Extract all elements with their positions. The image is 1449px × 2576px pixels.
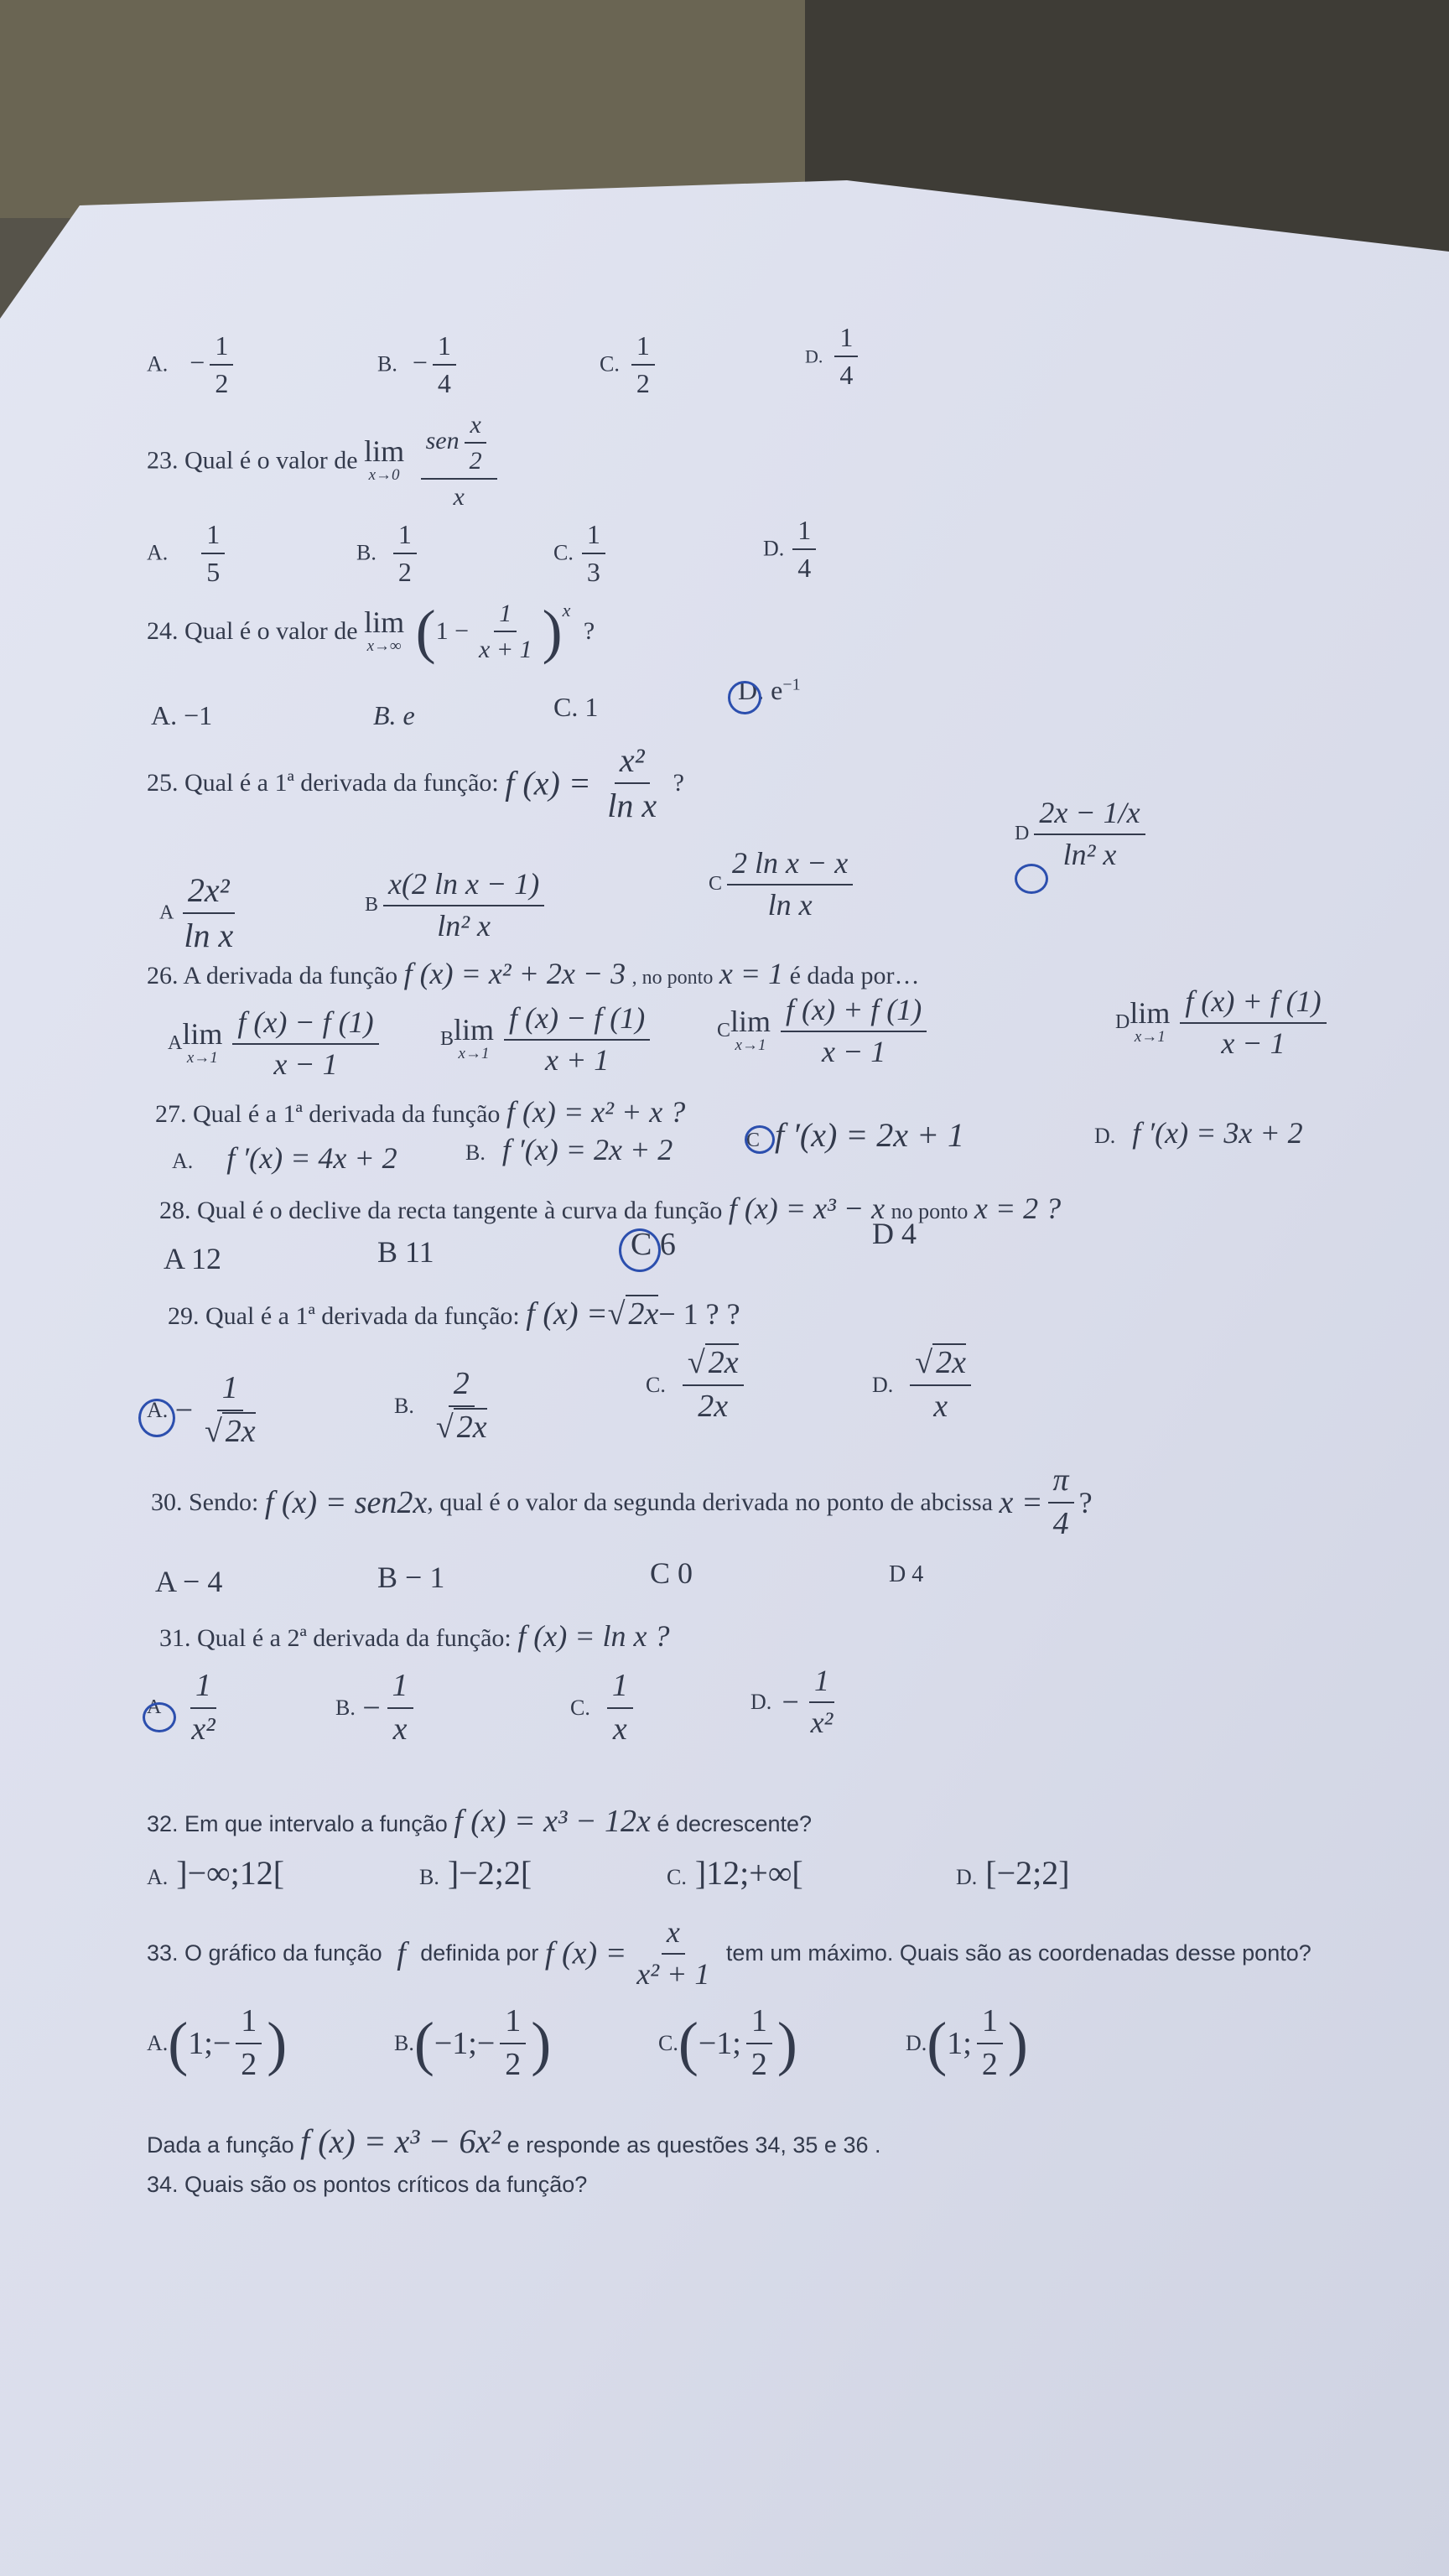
radicand: 2x (222, 1412, 256, 1449)
coordinate: −1; (698, 2025, 741, 2061)
option-label: A (147, 1696, 162, 1719)
denominator: 2x (698, 1388, 729, 1424)
question-33 (147, 1916, 1311, 1991)
option-label: B. (377, 351, 397, 377)
question-text: 32. Em que intervalo a função (147, 1811, 448, 1836)
coordinate: 1;− (188, 2025, 231, 2061)
numerator: 1 (210, 331, 233, 366)
q23-option-c (553, 520, 610, 587)
option-label: B. (356, 540, 377, 565)
q33-option-b: B.(−1;− $\frac{1}{2}$ ) (394, 2003, 552, 2082)
question-text: 34. Quais são os pontos críticos da função? (147, 2172, 588, 2197)
numerator: 1 (631, 331, 655, 366)
denominator: 2 (215, 368, 229, 399)
q23-option-a (147, 520, 230, 587)
option-label: A. (147, 1397, 169, 1422)
q29-option-c: C. $\frac{√ 2x}{2x}$ (646, 1346, 749, 1425)
q27-option-c (746, 1115, 964, 1155)
q26-option-d (1115, 985, 1332, 1060)
sign: − (412, 346, 428, 377)
q29-option-d: D. $\frac{√ 2x}{x}$ (872, 1346, 976, 1425)
lim-symbol: lim (1130, 996, 1171, 1031)
radicand: 2x (932, 1343, 966, 1380)
option-label: C. (553, 540, 574, 565)
denominator: ln² x (1062, 837, 1117, 871)
question-text-end: é dada por… (789, 962, 920, 989)
option-value: f ′(x) = 3x + 2 (1132, 1116, 1303, 1150)
option-text: B − 1 (377, 1561, 445, 1594)
answer-circle (143, 1702, 176, 1732)
denominator: 2 (241, 2046, 257, 2082)
denominator: x − 1 (273, 1046, 338, 1081)
question-text-end: − 1 ? ? (658, 1297, 740, 1331)
function-name: f (397, 1935, 406, 1971)
option-label: A. (172, 1149, 194, 1173)
denominator: x (933, 1388, 948, 1424)
sine-function: sen (425, 426, 460, 454)
option-label: C (709, 873, 723, 896)
option-label: D. (805, 345, 823, 367)
question-29: 29. Qual é a 1ª derivada da função: f (x) =√ 2x− 1 ? ? (168, 1296, 740, 1332)
numerator: 1 (433, 331, 456, 366)
option-label: D. (763, 536, 785, 561)
option-label: D (1015, 823, 1030, 845)
option-value: [−2;2] (985, 1854, 1070, 1892)
denominator: 4 (797, 553, 812, 584)
q23-option-d (763, 516, 821, 583)
question-text: 23. Qual é o valor de (147, 446, 358, 475)
option-label: D. (750, 1689, 772, 1714)
q25-option-a (159, 872, 243, 954)
question-text-mid: definida por (420, 1940, 539, 1966)
q26-option-a (168, 1006, 384, 1081)
numerator: 1 (494, 600, 517, 632)
question-text-mid: , no ponto (631, 967, 714, 989)
numerator: 1 (977, 2004, 1003, 2044)
option-text: C. 1 (553, 692, 599, 722)
q26-option-c (717, 994, 932, 1068)
denominator: 4 (437, 368, 451, 399)
q27-option-a (172, 1140, 397, 1176)
numerator: 1 (500, 2004, 526, 2044)
coordinate: 1; (947, 2025, 972, 2061)
numerator: 2 ln x − x (727, 847, 853, 886)
numerator: 1 (809, 1665, 834, 1703)
option-text: A 12 (164, 1242, 222, 1275)
denominator: 2 (397, 557, 412, 588)
inner-numerator: x (465, 411, 486, 444)
denominator: x + 1 (479, 636, 532, 663)
option-text: D 4 (889, 1561, 924, 1587)
open-paren: ( (415, 598, 436, 665)
question-32 (147, 1803, 812, 1840)
denominator: 2 (636, 368, 650, 399)
question-text: 26. A derivada da função (147, 962, 398, 989)
intro-text-end: e responde as questões 34, 35 e 36 . (506, 2132, 881, 2158)
option-value: f ′(x) = 2x + 2 (501, 1133, 673, 1166)
question-mark: ? (673, 769, 684, 797)
lim-symbol: lim (454, 1013, 495, 1047)
option-label: D. (872, 1372, 894, 1397)
q29-option-b: B. $\frac{2}{√ 2x}$ (394, 1366, 487, 1445)
question-text-mid: , qual é o valor da segunda derivada no ponto de abcissa (427, 1488, 994, 1516)
denominator: ln x (607, 787, 657, 824)
option-label: B. (394, 1393, 414, 1418)
point: x = 1 (719, 957, 784, 990)
question-mark: ? (1078, 1485, 1093, 1519)
denominator: x (453, 483, 465, 511)
inner-denominator: 2 (469, 447, 482, 475)
denominator: x − 1 (1221, 1026, 1285, 1060)
q32-option-d (956, 1853, 1070, 1893)
option-label: C. (667, 1865, 687, 1889)
q22-option-d (805, 323, 863, 390)
option-label: B. (394, 2030, 414, 2055)
question-text: 27. Qual é a 1ª derivada da função (155, 1100, 501, 1128)
option-label: D (1115, 1011, 1130, 1034)
denominator: 5 (206, 557, 221, 588)
q27-option-b (465, 1132, 673, 1167)
q32-option-c (667, 1853, 803, 1893)
lim-subscript: x→0 (368, 466, 400, 485)
lim-subscript: x→1 (1134, 1028, 1166, 1046)
option-label: D. (1094, 1124, 1116, 1148)
option-text: A − 4 (155, 1565, 223, 1598)
function-definition: f (x) = x² + x ? (506, 1095, 686, 1129)
question-text-end: tem um máximo. Quais são as coordenadas desse ponto? (725, 1940, 1311, 1966)
numerator: 1 (746, 2004, 772, 2044)
numerator: 1 (201, 520, 225, 554)
q29-option-a: A. − $\frac{1}{√ 2x}$ (147, 1370, 256, 1449)
denominator: 3 (586, 557, 600, 588)
question-text: 29. Qual é a 1ª derivada da função: (168, 1302, 520, 1330)
question-text-mid: no ponto (891, 1199, 969, 1223)
denominator: x (392, 1711, 408, 1747)
numerator: 1 (393, 520, 417, 554)
q33-option-c: C.(−1; $\frac{1}{2}$ ) (658, 2003, 797, 2082)
option-label: D. (956, 1865, 978, 1889)
option-label: C. (658, 2030, 678, 2055)
lim-subscript: x→1 (735, 1036, 766, 1055)
q30-option-d (889, 1561, 923, 1588)
denominator: 4 (1052, 1505, 1069, 1541)
option-text: B 11 (377, 1235, 434, 1269)
expression: 1 − (435, 617, 470, 645)
q32-option-a (147, 1853, 284, 1893)
lim-symbol: lim (182, 1017, 223, 1052)
option-label: C. (570, 1695, 590, 1720)
numerator: 1 (190, 1669, 216, 1709)
question-23 (147, 411, 502, 511)
option-text: D. e (738, 675, 783, 705)
option-label: B. (335, 1695, 356, 1720)
exponent: x (562, 600, 571, 621)
denominator: x (612, 1711, 627, 1747)
denominator: x² (810, 1705, 834, 1739)
question-25 (147, 742, 684, 824)
numerator: f (x) − f (1) (232, 1006, 378, 1045)
option-value: ]−∞;12[ (176, 1854, 285, 1892)
q22-option-b (377, 331, 461, 398)
function-definition: f (x) = x³ − x (728, 1192, 886, 1225)
option-text: D 4 (872, 1217, 917, 1250)
radicand: 2x (705, 1343, 739, 1380)
q22-option-a (147, 331, 238, 398)
function-definition: f (x) = (526, 1296, 608, 1332)
answer-circle (619, 1228, 661, 1272)
sign: − (360, 1690, 382, 1726)
question-27 (155, 1094, 685, 1130)
option-label: A (168, 1032, 183, 1055)
point: x = (999, 1484, 1043, 1520)
function-definition: f (x) = x² + 2x − 3 (403, 957, 626, 990)
option-label: C. (600, 351, 620, 377)
function-definition: f (x) = (505, 764, 591, 802)
question-text: 24. Qual é o valor de (147, 617, 358, 645)
question-26 (147, 956, 920, 991)
option-label: C. (646, 1372, 666, 1397)
q26-option-b (440, 1002, 655, 1077)
denominator: 2 (981, 2046, 998, 2082)
q30-option-c (650, 1555, 693, 1591)
q31-option-d (750, 1665, 843, 1739)
q25-option-b (365, 868, 549, 943)
coordinate: −1;− (434, 2025, 496, 2061)
q33-option-d: D.(1; $\frac{1}{2}$ ) (906, 2003, 1028, 2082)
option-text: C 0 (650, 1556, 693, 1590)
q28-option-d (872, 1216, 917, 1251)
question-31 (159, 1618, 670, 1654)
question-text: 31. Qual é a 2ª derivada da função: (159, 1624, 512, 1652)
option-label: D. (906, 2030, 927, 2055)
denominator: x² (191, 1711, 216, 1747)
point: x = 2 ? (974, 1192, 1062, 1225)
q30-option-b (377, 1560, 444, 1595)
option-label: A. (147, 2030, 169, 2055)
denominator: x² + 1 (636, 1956, 710, 1991)
q27-option-d (1094, 1115, 1303, 1150)
question-text: 25. Qual é a 1ª derivada da função: (147, 769, 499, 797)
option-label: A. (147, 1865, 169, 1889)
lim-symbol: lim (364, 434, 405, 469)
function-definition: f (x) = sen2x (264, 1484, 428, 1520)
function-definition: f (x) = x³ − 6x² (300, 2122, 501, 2160)
numerator: x (662, 1916, 685, 1955)
denominator: ln x (184, 917, 234, 954)
answer-circle (138, 1399, 175, 1437)
exponent: −1 (782, 675, 801, 694)
question-28 (159, 1191, 1061, 1226)
numerator: 2x² (183, 872, 235, 914)
option-text: C 6 (631, 1227, 676, 1262)
intro-text: Dada a função (147, 2132, 294, 2158)
q24-option-b (373, 700, 415, 731)
denominator: x + 1 (545, 1042, 610, 1077)
option-label: A. (147, 540, 169, 565)
question-text-end: é decrescente? (657, 1811, 813, 1836)
q30-option-a (155, 1564, 222, 1599)
numerator: π (1048, 1463, 1074, 1504)
q28-option-a (164, 1241, 221, 1276)
question-24 (147, 600, 595, 663)
question-30 (151, 1463, 1093, 1542)
option-label: A. (147, 351, 169, 377)
q24-option-a (151, 700, 212, 731)
function-definition: f (x) = ln x ? (517, 1619, 670, 1653)
option-label: B (440, 1028, 454, 1051)
denominator: 2 (505, 2046, 522, 2082)
option-label: A (159, 901, 174, 924)
sign: − (780, 1685, 801, 1719)
option-label: B (365, 894, 379, 917)
numerator: 1 (834, 323, 858, 357)
intro-34-36 (147, 2122, 881, 2161)
numerator: 1 (236, 2004, 262, 2044)
radicand: 2x (626, 1295, 659, 1332)
question-text: 33. O gráfico da função (147, 1940, 382, 1966)
numerator: f (x) + f (1) (1180, 985, 1326, 1024)
numerator: 1 (387, 1669, 413, 1709)
q24-option-c (553, 692, 598, 723)
option-label: C (746, 1130, 761, 1151)
question-text: 28. Qual é o declive da recta tangente à curva da função (159, 1197, 723, 1224)
option-label: B. (465, 1140, 486, 1165)
answer-circle (745, 1125, 775, 1154)
numerator: x(2 ln x − 1) (383, 868, 544, 906)
sign: − (190, 346, 205, 377)
radicand: 2x (454, 1408, 487, 1445)
answer-circle (1015, 864, 1048, 894)
numerator: 1 (792, 516, 816, 550)
function-definition: f (x) = x³ − 12x (454, 1804, 651, 1839)
numerator: 2x − 1/x (1034, 797, 1145, 835)
q25-option-d (1015, 797, 1150, 871)
q22-option-c (600, 331, 660, 398)
option-label: C (717, 1020, 731, 1042)
lim-subscript: x→1 (458, 1045, 490, 1063)
numerator: 1 (217, 1371, 243, 1411)
denominator: ln² x (437, 908, 491, 943)
option-value: f ′(x) = 4x + 2 (226, 1141, 397, 1175)
denominator: x − 1 (822, 1034, 886, 1068)
numerator: 1 (582, 520, 605, 554)
question-text: 30. Sendo: (151, 1488, 259, 1516)
q23-option-b (356, 520, 422, 587)
lim-subscript: x→∞ (366, 636, 402, 655)
numerator: f (x) − f (1) (504, 1002, 650, 1041)
numerator: 2 (449, 1367, 475, 1407)
answer-circle (728, 681, 761, 714)
denominator: 4 (839, 360, 854, 391)
question-34 (147, 2172, 587, 2198)
close-paren: ) (542, 598, 563, 665)
q32-option-b (419, 1853, 532, 1893)
q25-option-c (709, 847, 858, 922)
denominator: 2 (750, 2046, 767, 2082)
numerator: x² (615, 742, 650, 784)
sign: − (173, 1392, 195, 1428)
option-label: B. (419, 1865, 439, 1889)
q31-option-c (570, 1669, 638, 1748)
lim-symbol: lim (364, 605, 405, 639)
option-value: ]12;+∞[ (694, 1854, 803, 1892)
question-mark: ? (583, 617, 595, 645)
denominator: ln x (767, 887, 813, 922)
lim-subscript: x→1 (186, 1049, 218, 1067)
numerator: 1 (607, 1669, 633, 1709)
option-text: B. e (373, 700, 415, 730)
q33-option-a: A.(1;− $\frac{1}{2}$ ) (147, 2003, 288, 2082)
lim-symbol: lim (730, 1005, 771, 1039)
option-value: f ′(x) = 2x + 1 (775, 1116, 965, 1154)
numerator: f (x) + f (1) (781, 994, 927, 1032)
function-definition: f (x) = (544, 1935, 627, 1971)
option-text: A. −1 (151, 700, 213, 730)
option-value: ]−2;2[ (447, 1854, 532, 1892)
q31-option-b (335, 1669, 418, 1748)
q28-option-b (377, 1234, 434, 1270)
